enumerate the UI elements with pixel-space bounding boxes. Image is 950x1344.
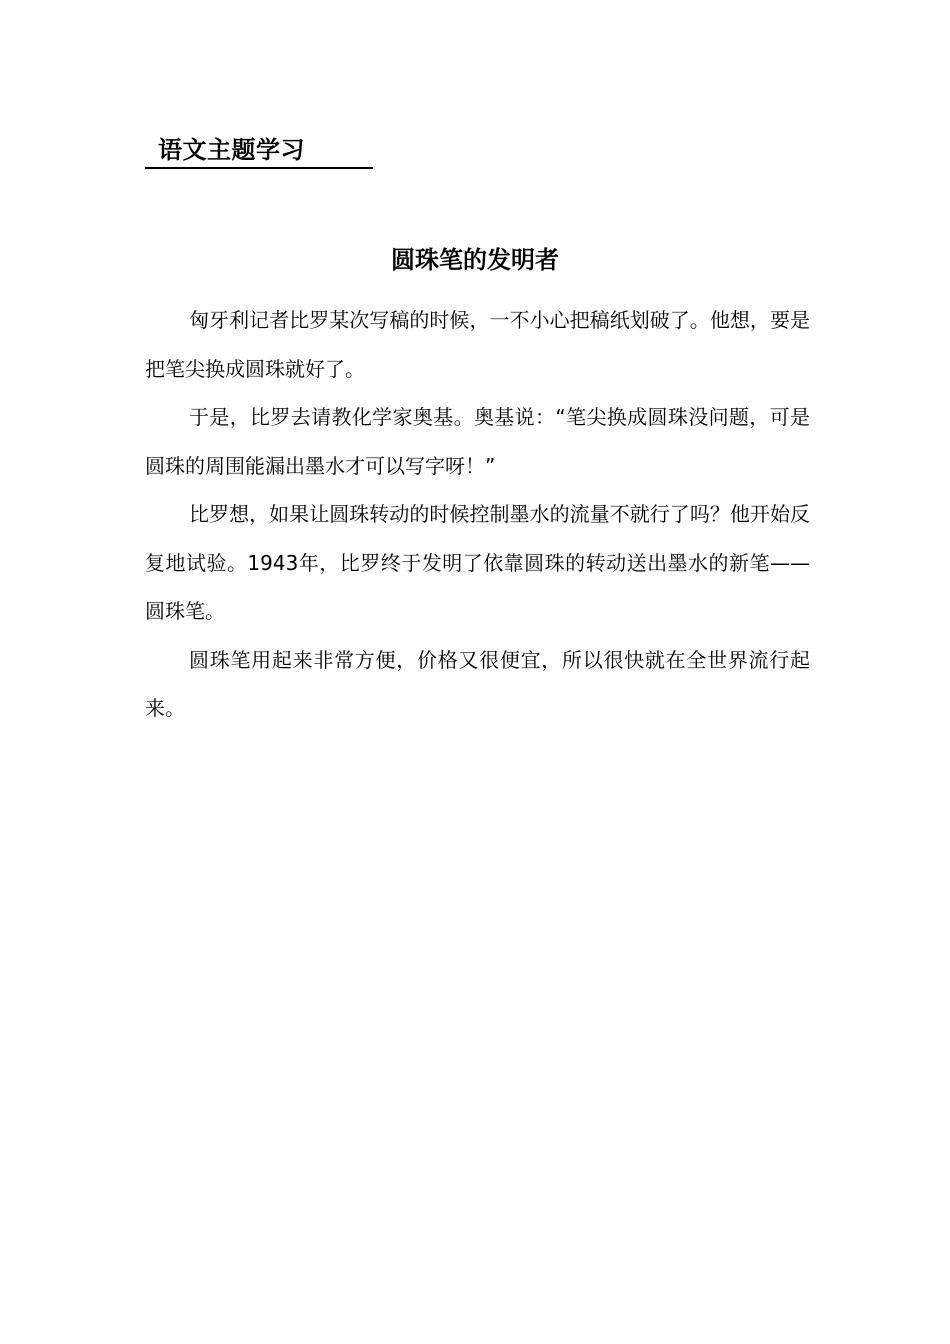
paragraph-2: 于是，比罗去请教化学家奥基。奥基说：“笔尖换成圆珠没问题，可是圆珠的周围能漏出墨水才可以写字呀！” [145,405,810,478]
header-label: 语文主题学习 [158,136,305,164]
article-body [145,296,810,733]
article-title: 圆珠笔的发明者 [391,246,559,274]
paragraph-1: 匈牙利记者比罗某次写稿的时候，一不小心把稿纸划破了。他想，要是把笔尖换成圆珠就好了。 [145,308,810,381]
paragraph-3: 比罗想，如果让圆珠转动的时候控制墨水的流量不就行了吗？他开始反复地试验。1943年，比罗终于发明了依靠圆珠的转动送出墨水的新笔——圆珠笔。 [145,502,810,623]
paragraph-4: 圆珠笔用起来非常方便，价格又很便宜，所以很快就在全世界流行起来。 [145,647,810,720]
header-underline [145,131,373,169]
